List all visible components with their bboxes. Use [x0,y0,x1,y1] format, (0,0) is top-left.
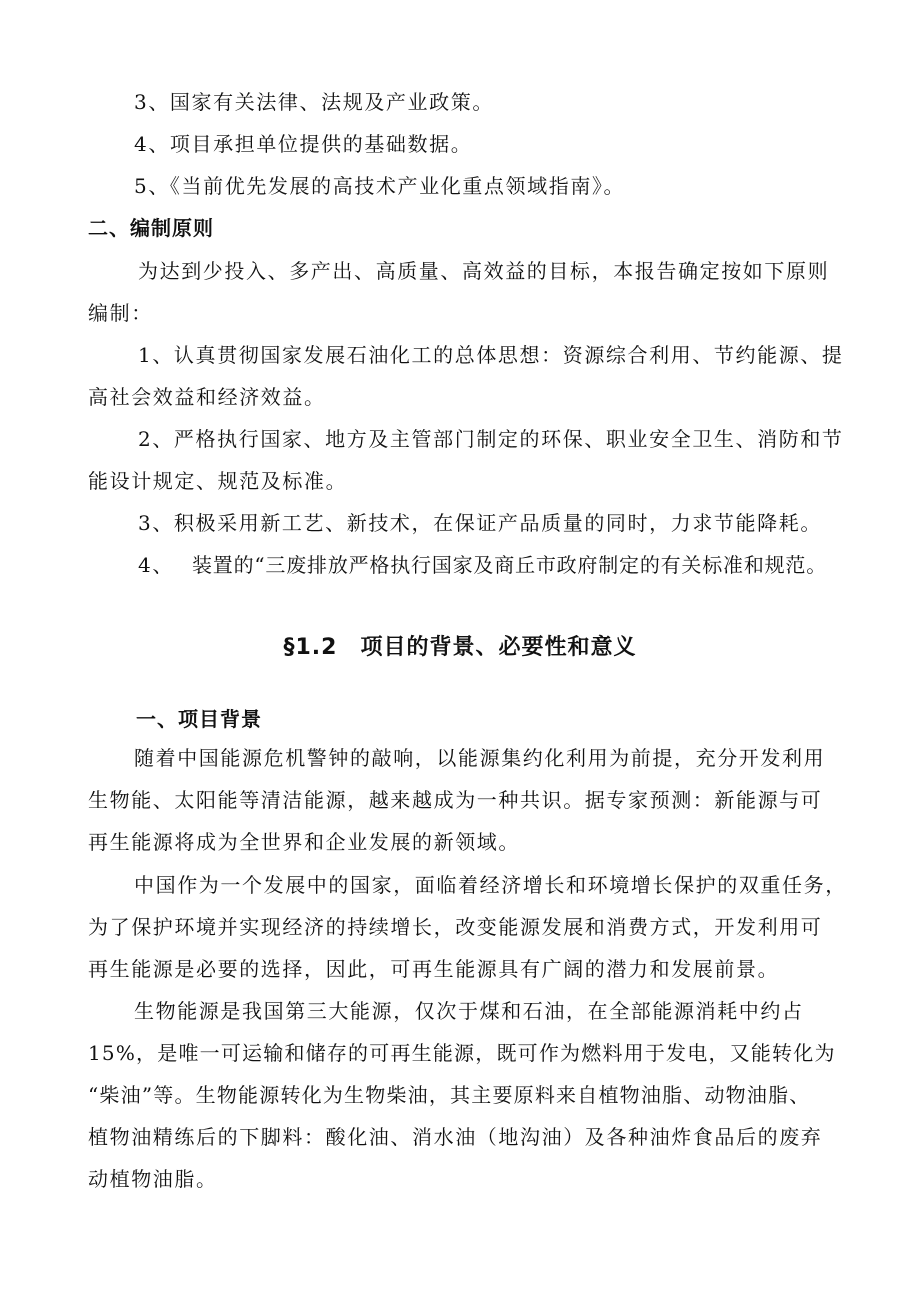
background-para-3-line-2: 15%，是唯一可运输和储存的可再生能源，既可作为燃料用于发电，又能转化为 [88,1041,836,1065]
background-para-1-line-3: 再生能源将成为全世界和企业发展的新领域。 [88,830,520,854]
principles-intro-line-2: 编制： [88,301,153,325]
background-para-1-line-1: 随着中国能源危机警钟的敲响，以能源集约化利用为前提，充分开发利用 [134,746,826,770]
background-para-2-line-1: 中国作为一个发展中的国家，面临着经济增长和环境增长保护的双重任务， [134,873,847,897]
basis-item-3: 3、国家有关法律、法规及产业政策。 [134,90,494,114]
principle-2-line-1: 2、严格执行国家、地方及主管部门制定的环保、职业安全卫生、消防和节 [138,427,844,451]
background-para-3-line-1: 生物能源是我国第三大能源，仅次于煤和石油，在全部能源消耗中约占 [134,999,804,1023]
principle-2-line-2: 能设计规定、规范及标准。 [88,469,348,493]
principle-3: 3、积极采用新工艺、新技术，在保证产品质量的同时，力求节能降耗。 [138,511,822,535]
basis-item-5: 5、《当前优先发展的高技术产业化重点领域指南》。 [134,174,626,198]
background-para-2-line-3: 再生能源是必要的选择，因此，可再生能源具有广阔的潜力和发展前景。 [88,957,780,981]
background-para-2-line-2: 为了保护环境并实现经济的持续增长，改变能源发展和消费方式，开发利用可 [88,915,823,939]
principle-1-line-2: 高社会效益和经济效益。 [88,385,326,409]
background-para-3-line-4: 植物油精练后的下脚料：酸化油、消水油（地沟油）及各种油炸食品后的废弃 [88,1125,823,1149]
section-title: §1.2 项目的背景、必要性和意义 [283,635,637,660]
background-para-3-line-3: “柴油”等。生物能源转化为生物柴油，其主要原料来自植物油脂、动物油脂、 [88,1083,811,1107]
background-para-1-line-2: 生物能、太阳能等清洁能源，越来越成为一种共识。据专家预测：新能源与可 [88,788,823,812]
principle-1-line-1: 1、认真贯彻国家发展石油化工的总体思想：资源综合利用、节约能源、提 [138,343,844,367]
section-heading-principles: 二、编制原则 [88,216,214,240]
background-para-3-line-5: 动植物油脂。 [88,1167,218,1191]
principles-intro-line-1: 为达到少投入、多产出、高质量、高效益的目标，本报告确定按如下原则 [138,259,830,283]
background-heading: 一、项目背景 [136,707,262,731]
principle-4-text: 装置的“三废排放严格执行国家及商丘市政府制定的有关标准和规范。 [192,553,828,577]
basis-item-4: 4、项目承担单位提供的基础数据。 [134,132,473,156]
principle-4-number: 4、 [138,553,174,577]
